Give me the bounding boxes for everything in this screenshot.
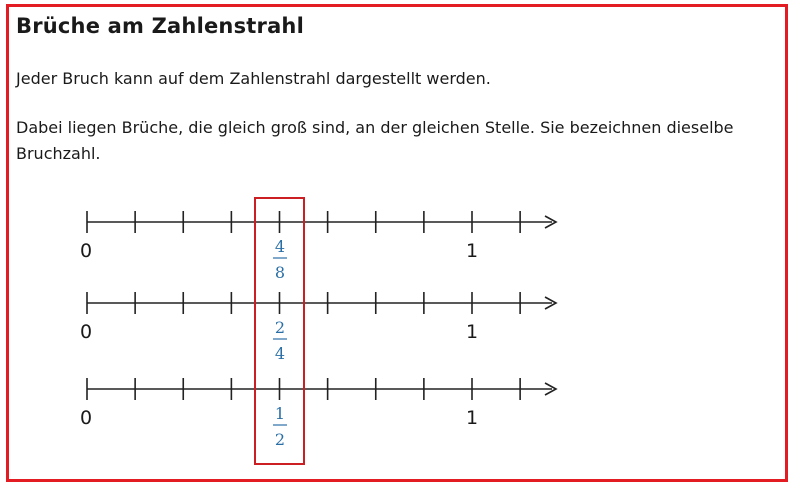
number-line-2 (80, 292, 556, 363)
page-title: Brüche am Zahlenstrahl (16, 14, 304, 38)
number-line-3 (80, 378, 556, 449)
one-label: 1 (465, 321, 479, 343)
fraction-numerator: 4 (274, 237, 286, 256)
explanation-paragraph: Dabei liegen Brüche, die gleich groß sind, an der gleichen Stelle. Sie bezeichnen dieselbe Bruchzahl. (16, 118, 734, 163)
fraction-denominator: 8 (274, 263, 286, 282)
fraction-denominator: 2 (274, 430, 286, 449)
fraction-numerator: 2 (274, 318, 286, 337)
one-label: 1 (465, 240, 479, 262)
zero-label: 0 (79, 240, 93, 262)
intro-paragraph: Jeder Bruch kann auf dem Zahlenstrahl dargestellt werden. (16, 69, 491, 88)
number-line-1 (80, 211, 556, 282)
zero-label: 0 (79, 407, 93, 429)
zero-label: 0 (79, 321, 93, 343)
number-lines-group (80, 211, 556, 449)
fraction-numerator: 1 (274, 404, 286, 423)
fraction-denominator: 4 (274, 344, 286, 363)
one-label: 1 (465, 407, 479, 429)
